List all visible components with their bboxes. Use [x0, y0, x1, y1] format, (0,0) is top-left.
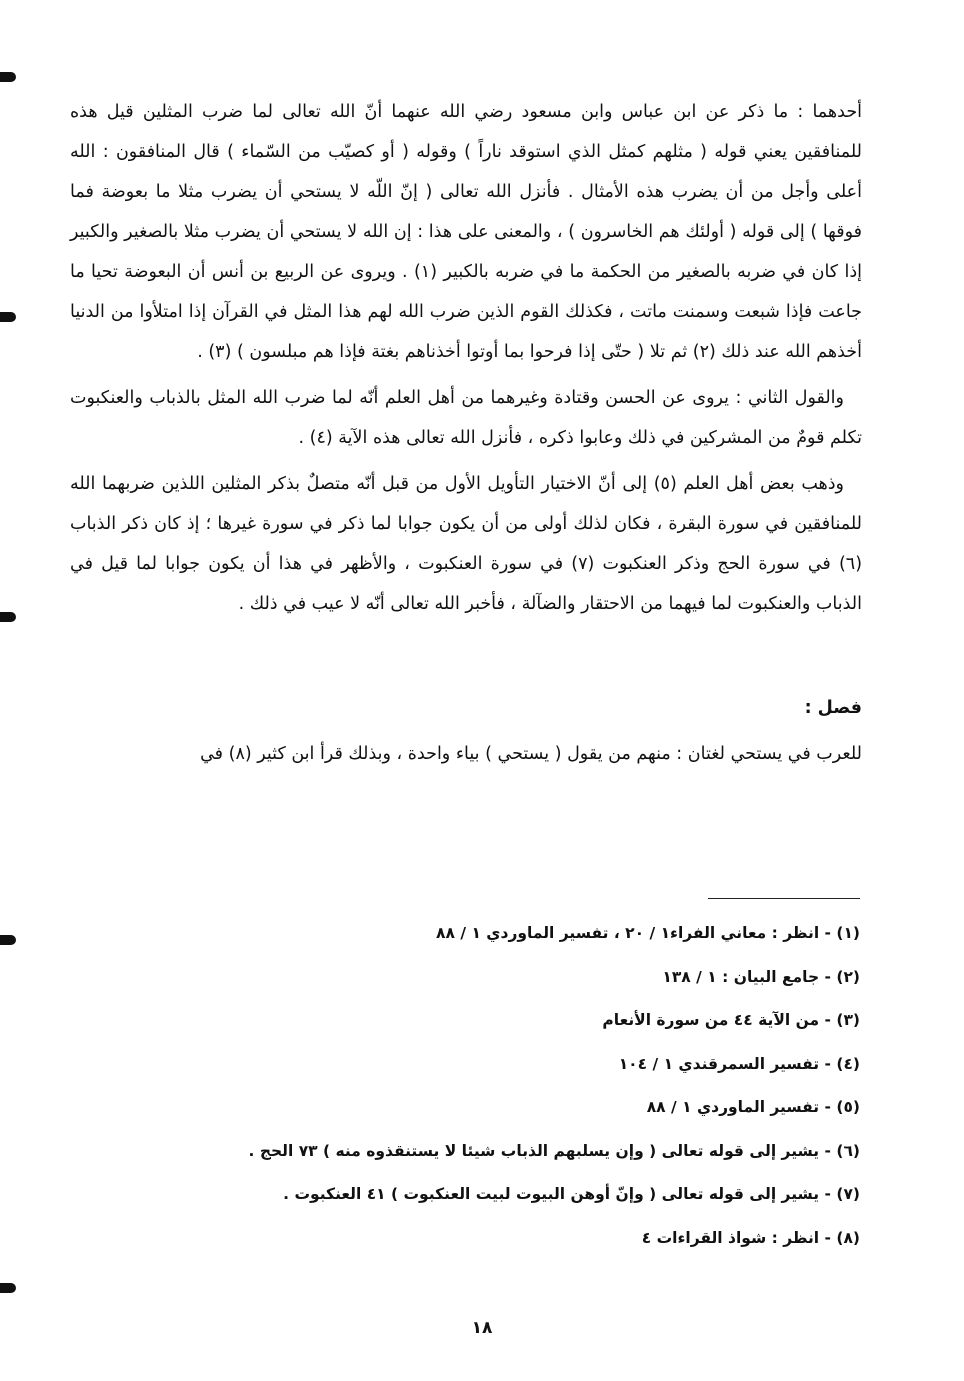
- section-heading: فصل :: [804, 698, 862, 718]
- paragraph-second-opinion: والقول الثاني : يروى عن الحسن وقتادة وغيرهما من أهل العلم أنّه لما ضرب الله المثل بالذباب والعنكبوت تكلم قومٌ من المشركين في ذلك وعابوا ذكره ، فأنزل الله تعالى هذه الآية (٤) .: [70, 388, 862, 448]
- paragraph-preference: وذهب بعض أهل العلم (٥) إلى أنّ الاختيار التأويل الأول من قبل أنّه متصلٌ بذكر المثلين اللذين ضربهما الله للمنافقين في سورة البقرة ، فكان لذلك أولى من أن يكون جوابا لما ذكر في سورة غيرها ؛ إذ كان ذكر الذباب (٦) في سورة الحج وذكر العنكبوت (٧) في سورة العنكبوت ، والأظهر في هذا أن يكون جوابا لما قيل في الذباب والعنكبوت لما فيهما من الاحتقار والضآلة ، فأخبر الله تعالى أنّه لا عيب في ذلك .: [70, 474, 863, 614]
- scan-margin-mark: [0, 1283, 16, 1293]
- footnote-4: (٤) - تفسير السمرقندي ١ / ١٠٤: [618, 1054, 860, 1073]
- page-number: ١٨: [471, 1318, 493, 1338]
- footnote-3: (٣) - من الآية ٤٤ من سورة الأنعام: [602, 1011, 860, 1029]
- scan-margin-mark: [0, 612, 16, 622]
- footnote-separator: [708, 898, 860, 899]
- footnote-6: (٦) - يشير إلى قوله تعالى ( وإن يسلبهم الذباب شيئا لا يستنقذوه منه ) ٧٣ الحج .: [248, 1141, 860, 1160]
- paragraph-first-opinion: أحدهما : ما ذكر عن ابن عباس وابن مسعود رضي الله عنهما أنّ الله تعالى لما ضرب المثلين قيل هذه للمنافقين يعني قوله ( مثلهم كمثل الذي استوقد ناراً ) وقوله ( أو كصيّب من السّماء ) قال المنافقون : الله أعلى وأجل من أن يضرب هذه الأمثال . فأنزل الله تعالى ( إنّ اللّه لا يستحي أن يضرب مثلا ما بعوضة فما فوقها ) إلى قوله ( أولئك هم الخاسرون ) ، والمعنى على هذا : إن الله لا يستحي أن يضرب مثلا بالصغير والكبير إذا كان في ضربه بالصغير من الحكمة ما في ضربه بالكبير (١) . ويروى عن الربيع بن أنس أن البعوضة تحيا ما جاعت فإذا شبعت وسمنت ماتت ، فكذلك القوم الذين ضرب الله لهم هذا المثل في القرآن إذا امتلأوا من الدنيا أخذهم الله عند ذلك (٢) ثم تلا ( حتّى إذا فرحوا بما أوتوا أخذناهم بغتة فإذا هم مبلسون ) (٣) .: [70, 102, 862, 362]
- scan-margin-mark: [0, 72, 16, 82]
- scan-margin-mark: [0, 935, 16, 945]
- footnote-5: (٥) - تفسير الماوردي ١ / ٨٨: [646, 1098, 860, 1116]
- scan-margin-mark: [0, 312, 16, 322]
- page-body: [70, 92, 862, 778]
- main-text: [70, 92, 862, 624]
- footnote-1: (١) - انظر : معاني الفراء١ / ٢٠ ، تفسير الماوردي ١ / ٨٨: [436, 924, 860, 942]
- footnote-2: (٢) - جامع البيان : ١ / ١٣٨: [662, 967, 860, 986]
- footnote-8: (٨) - انظر : شواذ القراءات ٤: [641, 1228, 860, 1247]
- footnotes: [80, 912, 860, 1260]
- footnote-7: (٧) - يشير إلى قوله تعالى ( وإنّ أوهن البيوت لبيت العنكبوت ) ٤١ العنكبوت .: [283, 1185, 860, 1203]
- section-text: للعرب في يستحي لغتان : منهم من يقول ( يستحي ) بياء واحدة ، وبذلك قرأ ابن كثير (٨) في: [200, 744, 862, 764]
